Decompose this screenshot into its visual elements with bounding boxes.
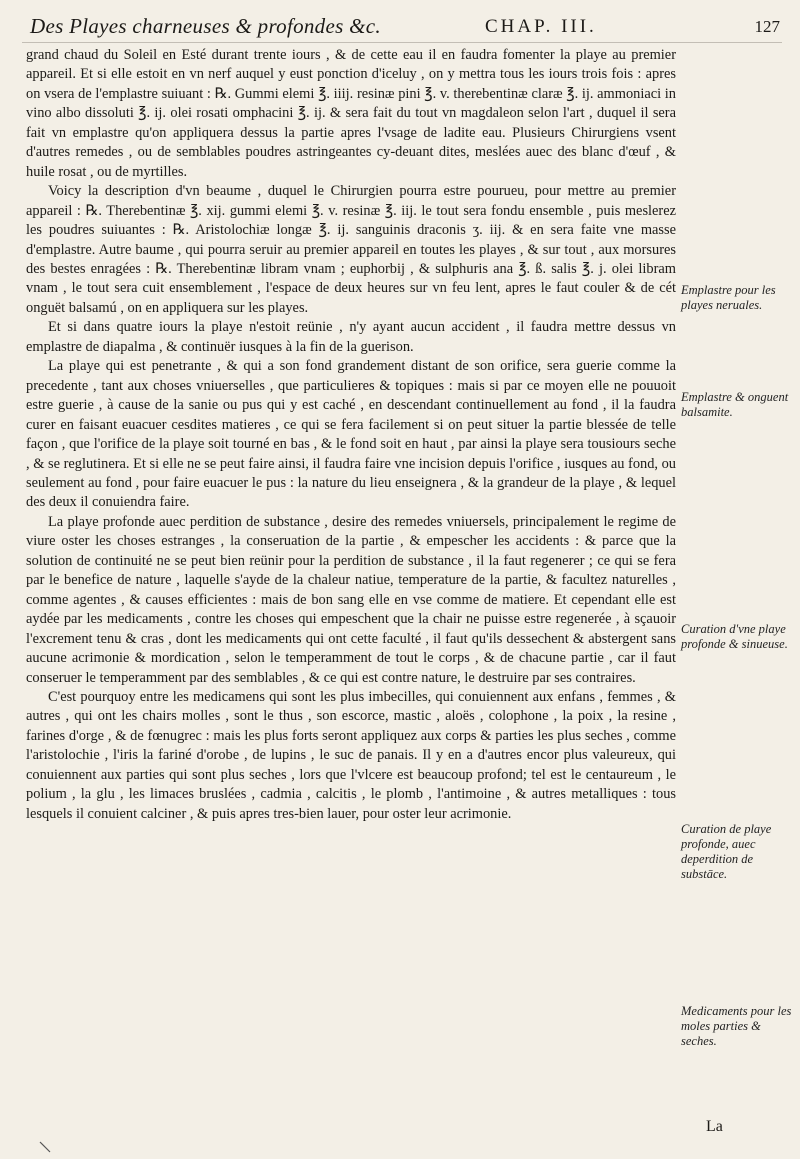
margin-note-emplastre-onguent: Emplastre & onguent balsamite. bbox=[681, 390, 789, 419]
catchword: La bbox=[706, 1118, 723, 1135]
paragraph: Voicy la description d'vn beaume , duquel le Chirurgien pourra estre pourueu, pour mettre au premier appareil : ℞. Therebentinæ ℥. xij. gummi elemi ℥. v. resinæ ℥. iij. le tout sera fondu ensemble , puis meslerez les poudres suiuantes : ℞. Aristolochiæ longæ ℥. ij. sanguinis draconis ʒ. iij. & en sera faite vne masse d'emplastre. Autre baume , qui pourra seruir au premier appareil en toutes les playes , & sur tout , aux morsures des bestes enragées : ℞. Therebentinæ libram vnam ; euphorbij , & sulphuris ana ℥. ß. salis ℥. j. olei libram vnam , le tout sera cuit ensemblement , l'espace de deux heures sur vn feu lent, apres le faut couler & de cét onguët balsamú , on en appliquera sur les playes. bbox=[26, 183, 676, 316]
header-rule bbox=[22, 42, 782, 43]
paragraph: grand chaud du Soleil en Esté durant trente iours , & de cette eau il en faudra fomenter la playe au premier appareil. Et si elle estoit en vn nerf auquel y eust ponction d'iceluy , on y mettra tous les iours trois fois : apres on vsera de l'emplastre suiuant : ℞. Gummi elemi ℥. iiij. resinæ pini ℥. v. therebentinæ claræ ℥. ij. ammoniaci in vino albo dissoluti ℥. ij. olei rosati omphacini ℥. ij. & sera fait du tout vn magdaleon selon l'art , duquel il sera fait vn emplastre qu'on appliquera dessus la partie apres l'vsage de ladite eau. Plusieurs Chirurgiens vsent d'autres remedes , ou de semblables poudres astringeantes cy-deuant dites, meslées auec des blanc d'œuf , & huile rosat , ou de myrtilles. bbox=[26, 47, 676, 180]
margin-note-curation-deperdition: Curation de playe profonde, auec deperdition de substāce. bbox=[681, 822, 772, 881]
chapter-label: CHAP. III. bbox=[485, 16, 597, 37]
page-header bbox=[22, 12, 782, 42]
paragraph: Et si dans quatre iours la playe n'estoit reünie , n'y ayant aucun accident , il faudra mettre dessus vn emplastre de diapalma , & continuër iusques à la fin de la guerison. bbox=[26, 319, 676, 355]
margin-note-emplastre-neruales: Emplastre pour les playes neruales. bbox=[681, 283, 776, 312]
margin-note-medicaments: Medicaments pour les moles parties & seches. bbox=[681, 1004, 792, 1048]
page-number: 127 bbox=[754, 17, 780, 36]
running-title: Des Playes charneuses & profondes &c. bbox=[30, 14, 381, 38]
paragraph: La playe qui est penetrante , & qui a son fond grandement distant de son orifice, sera guerie comme la precedente , tant aux choses vniuerselles , que particulieres & topiques : mais si par ce moyen elle ne pouuoit estre guerie , à cause de la sanie ou pus qui y est caché , en descendant continuellement au fond , il la faudra curer en faisant euacuer cesdites matieres , ce qui se fera facilement si on peut situer la partie blessée de telle façon , que l'orifice de la playe soit tourné en bas , & le fond soit en haut , par ainsi la playe sera tousiours seche , & se reglutinera. Et si elle ne se peut faire ainsi, il faudra faire vne incision depuis l'orifice , iusques au fond, ou seulement au fond , pour faire euacuer le pus : la nature du lieu enseignera , & la grandeur de la playe , & lequel des deux il conuiendra faire. bbox=[26, 358, 676, 511]
paragraph: La playe profonde auec perdition de substance , desire des remedes vniuersels, principalement le regime de viure oster les choses estranges , la conseruation de la partie , & empescher les accidents : & parce que la solution de continuité ne se peut bien reünir pour la perdition de substance , il la faut regenerer ; ce qui se fera par le benefice de nature , laquelle s'ayde de la chaleur natiue, temperature de la partie, & facultez naturelles , comme agentes , & causes efficientes : mais de bon sang elle en vse comme de matiere. Et cependant elle est aydée par les medicaments , contre les choses qui empeschent que la chair ne puisse estre regenerée , à sçauoir l'excrement tenu & cras , dont les medicaments qui ont cette faculté , il faut qu'ils dessechent & abstergent sans aucune acrimonie & mordication , selon le temperamment de tout le corps , & de chacune partie , car il faut conseruer le temperamment par des semblables , & ce qui est contre nature, le destruire par ses contraires. bbox=[26, 513, 676, 686]
ink-mark bbox=[38, 1140, 52, 1154]
paragraph: C'est pourquoy entre les medicamens qui sont les plus imbecilles, qui conuiennent aux enfans , femmes , & autres , qui ont les chairs molles , sont le thus , son escorce, mastic , aloës , colophone , la poix , la resine , farines d'orge , & de fœnugrec : mais les plus forts seront appliquez aux corps & parties les plus seches , comme l'aristolochie , l'iris la fariné d'orobe , de lupins , le suc de panais. Il y en a d'autres encor plus valeureux, qui conuiennent aux parties qui sont plus seches , lors que l'vlcere est beaucoup profond; tel est le centaureum , le polium , la glu , les limaces bruslées , cadmia , calcitis , le plomb , l'antimoine , & autres metalliques : tous lesquels il conuient calciner , & puis apres tres-bien lauer, pour oster leur acrimonie. bbox=[26, 688, 676, 822]
margin-note-curation-profonde: Curation d'vne playe profonde & sinueuse. bbox=[681, 622, 788, 651]
main-text bbox=[26, 46, 676, 824]
